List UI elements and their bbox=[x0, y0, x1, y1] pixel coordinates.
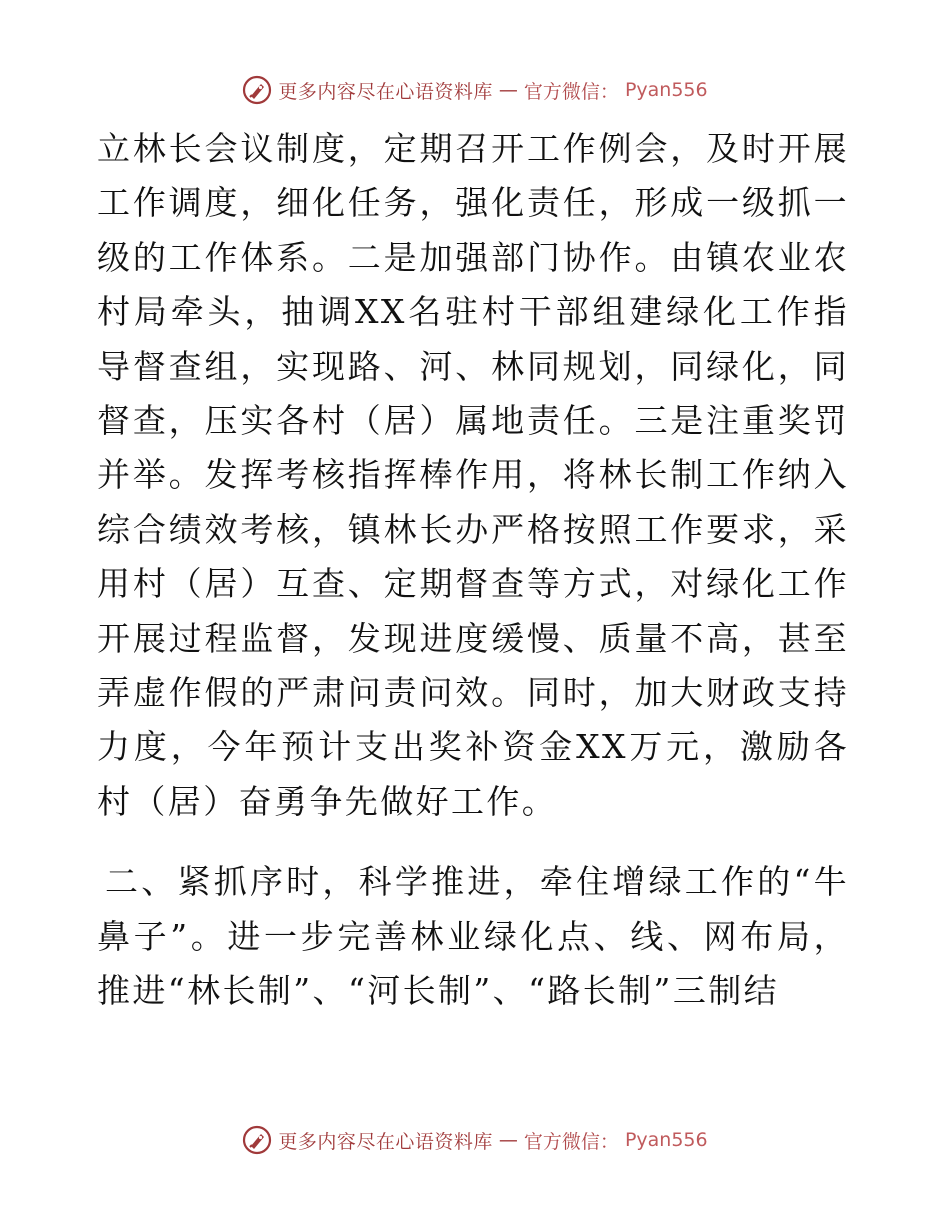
watermark-account: Pyan556 bbox=[624, 1129, 708, 1151]
pen-nib-icon bbox=[242, 75, 272, 105]
watermark-separator: — bbox=[498, 79, 518, 101]
document-body bbox=[97, 122, 849, 1019]
paragraph-1: 立林长会议制度，定期召开工作例会，及时开展工作调度，细化任务，强化责任，形成一级抓一级的工作体系。二是加强部门协作。由镇农业农村局牵头，抽调XX名驻村干部组建绿化工作指导督查组，实现路、河、林同规划，同绿化，同督查，压实各村（居）属地责任。三是注重奖罚并举。发挥考核指挥棒作用，将林长制工作纳入综合绩效考核，镇林长办严格按照工作要求，采用村（居）互查、定期督查等方式，对绿化工作开展过程监督，发现进度缓慢、质量不高，甚至弄虚作假的严肃问责问效。同时，加大财政支持力度，今年预计支出奖补资金XX万元，激励各村（居）奋勇争先做好工作。 bbox=[97, 129, 849, 821]
footer-watermark bbox=[0, 1120, 950, 1160]
watermark-label: 官方微信： bbox=[523, 1130, 619, 1153]
watermark-account: Pyan556 bbox=[624, 79, 708, 101]
paragraph-2: 二、紧抓序时，科学推进，牵住增绿工作的“牛鼻子”。进一步完善林业绿化点、线、网布局，推进“林长制”、“河长制”、“路长制”三制结 bbox=[97, 862, 849, 1011]
watermark-separator: — bbox=[498, 1129, 518, 1151]
watermark-site-text: 更多内容尽在心语资料库 bbox=[278, 1130, 493, 1153]
header-watermark bbox=[0, 70, 950, 110]
watermark-label: 官方微信： bbox=[523, 80, 619, 103]
pen-nib-icon bbox=[242, 1125, 272, 1155]
watermark-site-text: 更多内容尽在心语资料库 bbox=[278, 80, 493, 103]
